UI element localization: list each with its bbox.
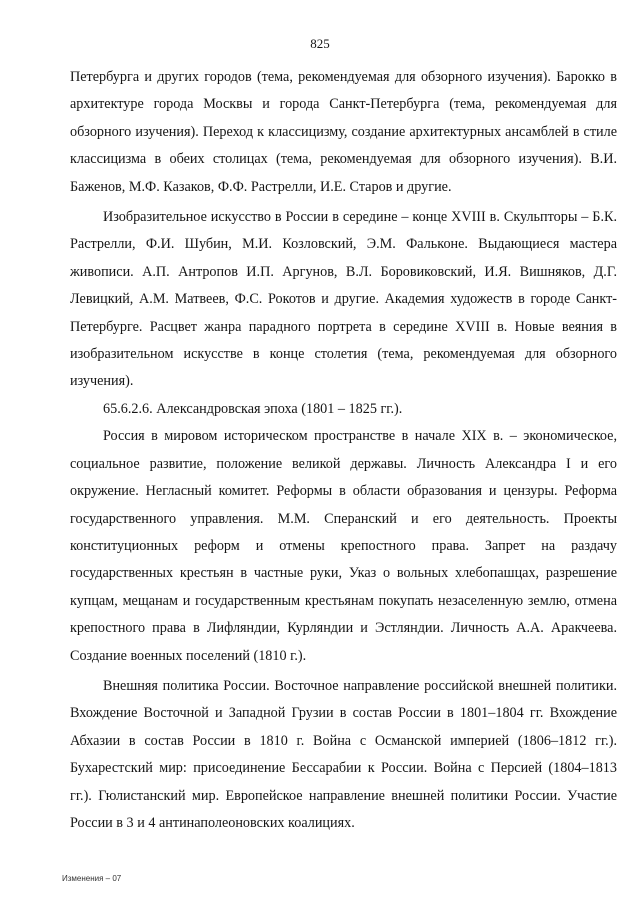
section-heading-alexander-era: 65.6.2.6. Александровская эпоха (1801 – 1825 гг.). [103,400,403,417]
paragraph-domestic-policy: Россия в мировом историческом пространстве в начале XIX в. – экономическое, социальное развитие, положение великой державы. Личность Александра I и его окружение. Негласный комитет. Реформы в области образования и цензуры. Реформа государственного управления. М.М. Сперанский и его деятельность. Проекты конституционных реформ и отмены крепостного права. Запрет на раздачу государственных крестьян в частные руки, Указ о вольных хлебопашцах, разрешение купцам, мещанам и государственным крестьянам покупать незаселенную землю, отмена крепостного права в Лифляндии, Курляндии и Эстляндии. Личность А.А. Аракчеева. Создание военных поселений (1810 г.). [70,428,617,664]
page-number: 825 [310,36,330,51]
paragraph-foreign-policy: Внешняя политика России. Восточное направление российской внешней политики. Вхождение Восточной и Западной Грузии в состав России в 1801–1804 гг. Вхождение Абхазии в состав России в 1810 г. Война с Османской империей (1806–1812 гг.). Бухарестский мир: присоединение Бессарабии к России. Война с Персией (1804–1813 гг.). Гюлистанский мир. Европейское направление внешней политики России. Участие России в 3 и 4 антинаполеоновских коалициях. [70,677,617,831]
paragraph-architecture: Петербурга и других городов (тема, рекомендуемая для обзорного изучения). Барокко в архитектуре города Москвы и города Санкт-Петербурга (тема, рекомендуемая для обзорного изучения). Переход к классицизму, создание архитектурных ансамблей в стиле классицизма в обеих столицах (тема, рекомендуемая для обзорного изучения). В.И. Баженов, М.Ф. Казаков, Ф.Ф. Растрелли, И.Е. Старов и другие. [70,69,617,195]
document-body [70,64,617,837]
page-footer: Изменения – 07 [62,874,122,883]
paragraph-fine-arts: Изобразительное искусство в России в середине – конце XVIII в. Скульпторы – Б.К. Растрелли, Ф.И. Шубин, М.И. Козловский, Э.М. Фальконе. Выдающиеся мастера живописи. А.П. Антропов И.П. Аргунов, В.Л. Боровиковский, И.Я. Вишняков, Д.Г. Левицкий, А.М. Матвеев, Ф.С. Рокотов и другие. Академия художеств в городе Санкт-Петербурге. Расцвет жанра парадного портрета в середине XVIII в. Новые веяния в изобразительном искусстве в конце столетия (тема, рекомендуемая для обзорного изучения). [70,209,617,390]
